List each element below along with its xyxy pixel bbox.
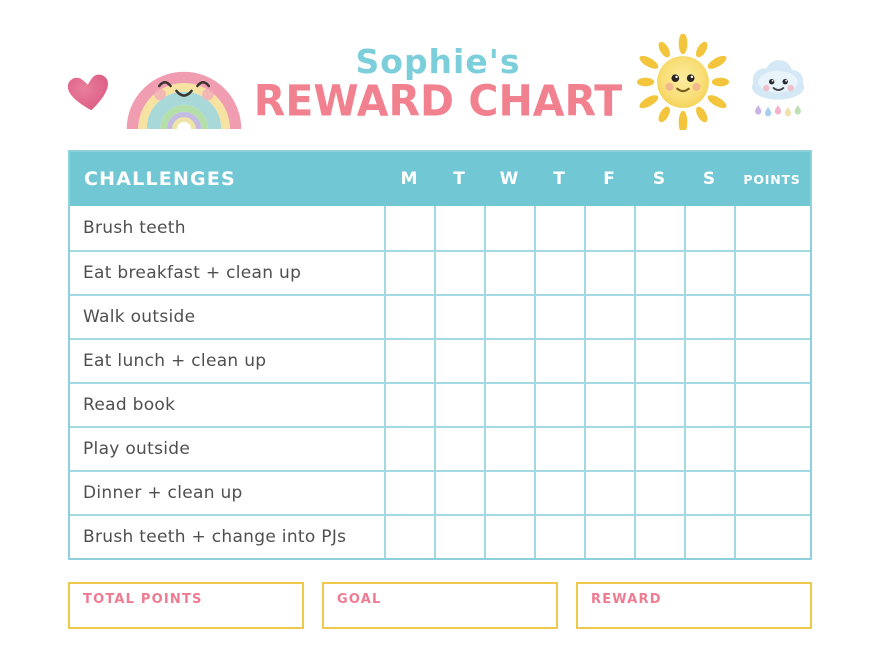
challenge-label: Walk outside (83, 307, 196, 327)
day-cell[interactable] (634, 340, 684, 382)
day-cell[interactable] (634, 472, 684, 514)
reward-label: REWARD (591, 592, 662, 607)
day-cell[interactable] (384, 206, 434, 250)
day-cell[interactable] (684, 340, 734, 382)
day-cell[interactable] (384, 384, 434, 426)
day-cell[interactable] (534, 340, 584, 382)
day-cell[interactable] (584, 428, 634, 470)
day-cell[interactable] (684, 252, 734, 294)
challenge-label: Eat breakfast + clean up (83, 263, 302, 283)
day-cell[interactable] (684, 296, 734, 338)
day-cell[interactable] (534, 206, 584, 250)
day-cell[interactable] (384, 340, 434, 382)
day-cell[interactable] (634, 206, 684, 250)
day-cell[interactable] (434, 384, 484, 426)
total-points-box[interactable] (68, 582, 304, 629)
day-cell[interactable] (434, 296, 484, 338)
day-cell[interactable] (584, 516, 634, 558)
day-cell[interactable] (384, 428, 434, 470)
day-header-tuesday: T (453, 169, 465, 189)
day-cell[interactable] (584, 206, 634, 250)
day-header-saturday: S (652, 169, 666, 189)
day-cell[interactable] (534, 252, 584, 294)
owner-title: Sophie's (355, 42, 521, 81)
day-cell[interactable] (534, 384, 584, 426)
goal-label: GOAL (337, 592, 382, 607)
day-cell[interactable] (484, 206, 534, 250)
table-row (70, 470, 810, 514)
day-cell[interactable] (634, 296, 684, 338)
day-cell[interactable] (584, 384, 634, 426)
day-cell[interactable] (534, 516, 584, 558)
challenge-label: Play outside (83, 439, 191, 459)
table-row (70, 514, 810, 558)
day-cell[interactable] (634, 252, 684, 294)
day-cell[interactable] (684, 384, 734, 426)
points-cell[interactable] (734, 428, 810, 470)
rain-cloud-icon (742, 54, 814, 126)
day-cell[interactable] (634, 384, 684, 426)
title-block (253, 42, 623, 127)
page-header (0, 0, 880, 150)
day-header-monday: M (400, 169, 418, 189)
day-cell[interactable] (384, 296, 434, 338)
day-cell[interactable] (434, 516, 484, 558)
table-row (70, 250, 810, 294)
heart-icon (66, 71, 112, 119)
table-row (70, 206, 810, 250)
day-header-wednesday: W (499, 169, 519, 189)
day-cell[interactable] (384, 472, 434, 514)
day-cell[interactable] (484, 340, 534, 382)
day-cell[interactable] (484, 472, 534, 514)
day-cell[interactable] (534, 428, 584, 470)
points-cell[interactable] (734, 516, 810, 558)
table-row (70, 426, 810, 470)
day-cell[interactable] (434, 206, 484, 250)
day-cell[interactable] (484, 252, 534, 294)
day-cell[interactable] (484, 428, 534, 470)
day-cell[interactable] (484, 384, 534, 426)
day-header-thursday: T (553, 169, 565, 189)
challenge-label: Eat lunch + clean up (83, 351, 267, 371)
day-cell[interactable] (684, 206, 734, 250)
day-cell[interactable] (434, 428, 484, 470)
day-cell[interactable] (434, 340, 484, 382)
day-cell[interactable] (684, 472, 734, 514)
day-cell[interactable] (484, 516, 534, 558)
day-cell[interactable] (684, 428, 734, 470)
table-row (70, 382, 810, 426)
day-cell[interactable] (634, 428, 684, 470)
reward-box[interactable] (576, 582, 812, 629)
reward-table (68, 150, 812, 560)
page-title: REWARD CHART (253, 75, 623, 127)
total-points-label: TOTAL POINTS (83, 592, 203, 607)
points-cell[interactable] (734, 252, 810, 294)
day-cell[interactable] (434, 472, 484, 514)
day-cell[interactable] (684, 516, 734, 558)
day-cell[interactable] (584, 252, 634, 294)
day-cell[interactable] (634, 516, 684, 558)
challenge-label: Read book (83, 395, 176, 415)
challenge-label: Dinner + clean up (83, 483, 243, 503)
goal-box[interactable] (322, 582, 558, 629)
day-cell[interactable] (584, 340, 634, 382)
summary-boxes (68, 582, 812, 629)
day-cell[interactable] (434, 252, 484, 294)
table-header-row (70, 152, 810, 206)
day-cell[interactable] (384, 252, 434, 294)
table-row (70, 338, 810, 382)
points-cell[interactable] (734, 472, 810, 514)
sun-icon (634, 34, 732, 134)
points-cell[interactable] (734, 384, 810, 426)
table-row (70, 294, 810, 338)
day-header-friday: F (603, 169, 615, 189)
points-cell[interactable] (734, 340, 810, 382)
day-cell[interactable] (534, 296, 584, 338)
day-cell[interactable] (584, 296, 634, 338)
day-cell[interactable] (584, 472, 634, 514)
points-cell[interactable] (734, 296, 810, 338)
challenges-column-header: CHALLENGES (84, 168, 236, 190)
day-cell[interactable] (384, 516, 434, 558)
challenge-label: Brush teeth (83, 218, 186, 238)
rainbow-icon (126, 45, 242, 133)
points-column-header: POINTS (743, 171, 801, 187)
day-cell[interactable] (534, 472, 584, 514)
challenge-label: Brush teeth + change into PJs (83, 527, 347, 547)
day-header-sunday: S (702, 169, 716, 189)
points-cell[interactable] (734, 206, 810, 250)
day-cell[interactable] (484, 296, 534, 338)
